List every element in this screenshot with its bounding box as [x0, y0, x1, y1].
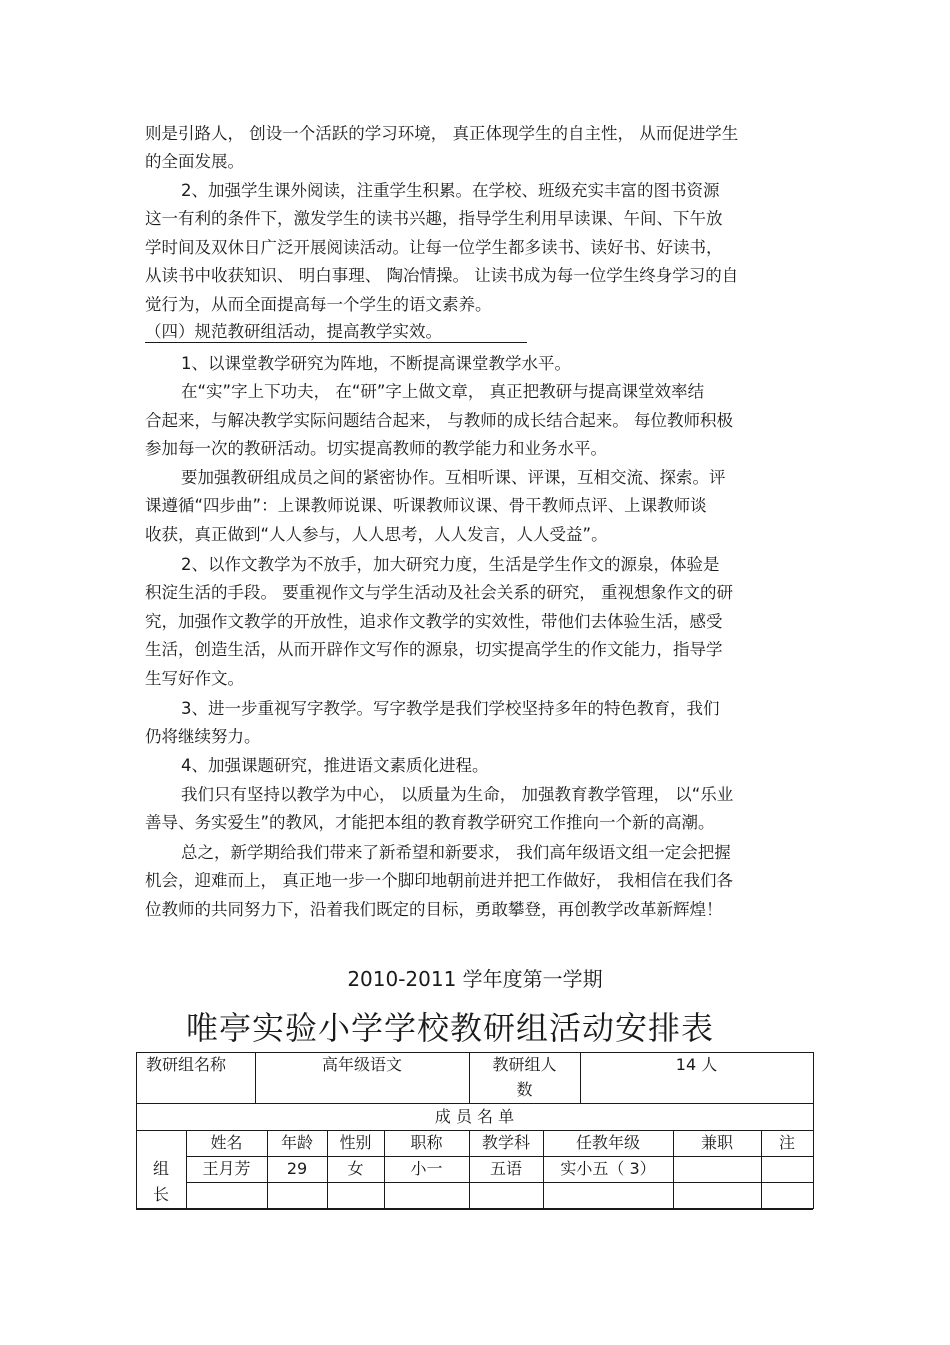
paragraph-line: 生写好作文。 [145, 669, 244, 688]
table-rule [136, 1130, 813, 1131]
paragraph-line: 要加强教研组成员之间的紧密协作。互相听课、评课，互相交流、探索。评 [181, 468, 726, 487]
paragraph-line: 2、以作文教学为不放手，加大研究力度，生活是学生作文的源泉，体验是 [181, 555, 720, 574]
paragraph-line: 生活，创造生活，从而开辟作文写作的源泉，切实提高学生的作文能力，指导学 [145, 640, 723, 659]
paragraph-line: 积淀生活的手段。 要重视作文与学生活动及社会关系的研究， 重视想象作文的研 [145, 583, 733, 602]
member-count-label-cont: 数 [516, 1080, 533, 1099]
column-header: 任教年级 [575, 1133, 640, 1152]
paragraph-line: 的全面发展。 [145, 152, 244, 171]
paragraph-line: 位教师的共同努力下，沿着我们既定的目标，勇敢攀登，再创教学改革新辉煌！ [145, 900, 723, 919]
section-heading: （四）规范教研组活动，提高教学实效。 [145, 322, 527, 343]
column-header: 性别 [339, 1133, 372, 1152]
leader-label-cont: 长 [152, 1185, 169, 1204]
roster-heading: 成 员 名 单 [434, 1107, 515, 1126]
paragraph-line: 收获，真正做到“人人参与，人人思考，人人发言，人人受益”。 [145, 525, 608, 544]
column-header: 职称 [410, 1133, 443, 1152]
paragraph-line: 合起来，与解决教学实际问题结合起来， 与教师的成长结合起来。 每位教师积极 [145, 411, 733, 430]
group-name-label: 教研组名称 [146, 1055, 227, 1074]
table-cell: 29 [286, 1159, 308, 1178]
paragraph-line: 仍将继续努力。 [145, 727, 261, 746]
schedule-table [136, 1052, 813, 1209]
member-count-value: 14 人 [675, 1055, 718, 1074]
table-rule [186, 1182, 813, 1183]
paragraph-line: 善导、务实爱生”的教风，才能把本组的教育教学研究工作推向一个新的高潮。 [145, 813, 715, 832]
table-cell: 五语 [489, 1159, 522, 1178]
table-rule [813, 1052, 814, 1209]
paragraph-line: 3、进一步重视写字教学。写字教学是我们学校坚持多年的特色教育，我们 [181, 699, 720, 718]
table-rule [186, 1156, 813, 1157]
column-header: 姓名 [210, 1133, 243, 1152]
paragraph-line: 课遵循“四步曲”：上课教师说课、听课教师议课、骨干教师点评、上课教师谈 [145, 496, 707, 515]
table-cell: 王月芳 [202, 1159, 251, 1178]
column-header: 注 [778, 1133, 795, 1152]
paragraph-line: 学时间及双休日广泛开展阅读活动。让每一位学生都多读书、读好书、好读书， [145, 238, 723, 257]
column-header: 年龄 [280, 1133, 313, 1152]
leader-label: 组 [152, 1159, 169, 1178]
group-name-value: 高年级语文 [321, 1055, 402, 1074]
table-cell: 实小五（ 3） [560, 1159, 656, 1178]
paragraph-line: 2、加强学生课外阅读，注重学生积累。在学校、班级充实丰富的图书资源 [181, 181, 720, 200]
table-rule [136, 1208, 813, 1210]
table-rule [136, 1052, 813, 1053]
paragraph-line: 这一有利的条件下，激发学生的读书兴趣，指导学生利用早读课、午间、下午放 [145, 209, 723, 228]
table-rule [136, 1103, 813, 1104]
paragraph-line: 从读书中收获知识、 明白事理、 陶冶情操。 让读书成为每一位学生终身学习的自 [145, 266, 739, 285]
paragraph-line: 觉行为，从而全面提高每一个学生的语文素养。 [145, 295, 492, 314]
paragraph-line: 总之，新学期给我们带来了新希望和新要求， 我们高年级语文组一定会把握 [181, 843, 731, 862]
table-cell: 女 [347, 1159, 364, 1178]
paragraph-line: 在“实”字上下功夫， 在“研”字上做文章， 真正把教研与提高课堂效率结 [181, 382, 705, 401]
paragraph-line: 机会，迎难而上， 真正地一步一个脚印地朝前进并把工作做好， 我相信在我们各 [145, 871, 733, 890]
paragraph-line: 1、以课堂教学研究为阵地，不断提高课堂教学水平。 [181, 354, 571, 373]
column-header: 教学科 [481, 1133, 530, 1152]
paragraph-line: 参加每一次的教研活动。切实提高教师的教学能力和业务水平。 [145, 439, 607, 458]
paragraph-line: 4、加强课题研究，推进语文素质化进程。 [181, 756, 489, 775]
paragraph-line: 究，加强作文教学的开放性，追求作文教学的实效性，带他们去体验生活，感受 [145, 612, 723, 631]
column-header: 兼职 [700, 1133, 733, 1152]
semester-subtitle: 2010-2011 学年度第一学期 [347, 967, 603, 991]
paragraph-line: 则是引路人， 创设一个活跃的学习环境， 真正体现学生的自主性， 从而促进学生 [145, 124, 739, 143]
member-count-label: 教研组人 [492, 1055, 557, 1074]
schedule-title: 唯亭实验小学学校教研组活动安排表 [185, 1009, 714, 1047]
table-cell: 小一 [410, 1159, 443, 1178]
paragraph-line: 我们只有坚持以教学为中心， 以质量为生命， 加强教育教学管理， 以“乐业 [181, 785, 734, 804]
